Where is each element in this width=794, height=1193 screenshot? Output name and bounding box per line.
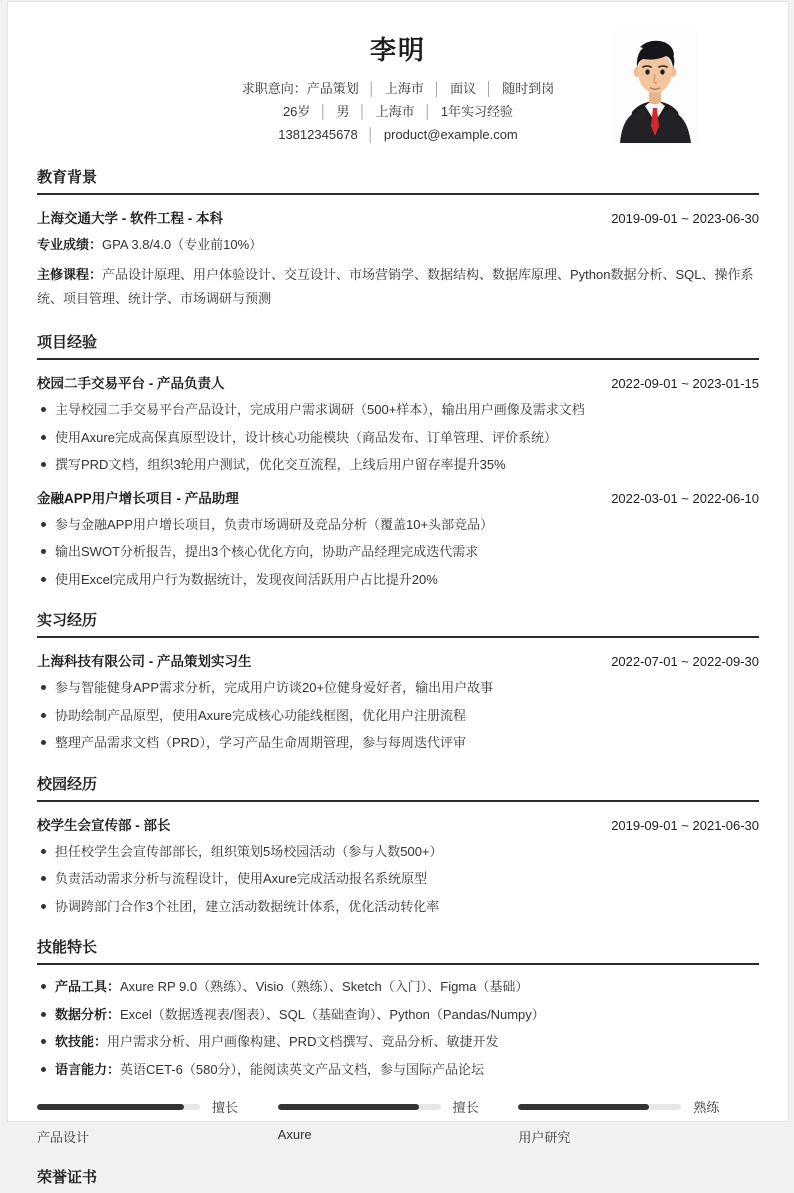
bullet-item: 使用Excel完成用户行为数据统计，发现夜间活跃用户占比提升20% <box>37 570 759 590</box>
bullet-item: 参与金融APP用户增长项目，负责市场调研及竞品分析（覆盖10+头部竞品） <box>37 515 759 535</box>
section-education <box>37 166 759 311</box>
project-title: 金融APP用户增长项目 - 产品助理 <box>37 490 239 506</box>
campus-entry <box>37 814 759 917</box>
separator: │ <box>366 127 375 142</box>
separator: │ <box>367 81 376 96</box>
bullet-item: 整理产品需求文档（PRD），学习产品生命周期管理，参与每周迭代评审 <box>37 733 759 753</box>
basic-info-line: 26岁 │ 男 │ 上海市 │ 1年实习经验 <box>282 104 514 119</box>
skill-level-label: 熟练 <box>693 1100 720 1115</box>
bullet-item: 输出SWOT分析报告，提出3个核心优化方向，协助产品经理完成迭代需求 <box>37 542 759 562</box>
org-role: 校学生会宣传部 - 部长 <box>37 817 171 833</box>
project-entry <box>37 372 759 475</box>
project-entry <box>37 487 759 590</box>
skill-bar-user-research <box>518 1097 759 1146</box>
bullet-item: 使用Axure完成高保真原型设计，设计核心功能模块（商品发布、订单管理、评价系统） <box>37 428 759 448</box>
phone-number: 13812345678 <box>278 127 358 142</box>
separator: │ <box>423 104 432 119</box>
skill-bar-track <box>37 1104 200 1110</box>
bullet-item: 负责活动需求分析与流程设计，使用Axure完成活动报名系统原型 <box>37 869 759 889</box>
bullet-item: 协助绘制产品原型，使用Axure完成核心功能线框图，优化用户注册流程 <box>37 706 759 726</box>
skill-bar-product-design <box>37 1097 278 1146</box>
job-intent-line: 求职意向：产品策划 │ 上海市 │ 面议 │ 随时到岗 <box>241 81 555 96</box>
skill-name: 产品设计 <box>37 1130 90 1145</box>
separator: │ <box>319 104 328 119</box>
section-title: 项目经验 <box>37 331 759 360</box>
skill-level-label: 擅长 <box>212 1100 239 1115</box>
skill-bar-track <box>518 1104 681 1110</box>
courses-line: 主修课程：产品设计原理、用户体验设计、交互设计、市场营销学、数据结构、数据库原理、Python数据分析、SQL、操作系统、项目管理、统计学、市场调研与预测 <box>37 267 754 306</box>
section-skills <box>37 936 759 1146</box>
skill-bars <box>37 1097 759 1146</box>
bullet-item: 主导校园二手交易平台产品设计，完成用户需求调研（500+样本），输出用户画像及需求文档 <box>37 400 759 420</box>
bullet-item: 协调跨部门合作3个社团，建立活动数据统计体系，优化活动转化率 <box>37 897 759 917</box>
bullet-item: 担任校学生会宣传部部长，组织策划5场校园活动（参与人数500+） <box>37 842 759 862</box>
gpa-line: 专业成绩：GPA 3.8/4.0（专业前10%） <box>37 237 263 252</box>
skill-item: 产品工具：Axure RP 9.0（熟练）、Visio（熟练）、Sketch（入门）、Figma（基础） <box>37 977 759 997</box>
section-campus <box>37 773 759 917</box>
internship-entry <box>37 650 759 753</box>
resume-header <box>37 30 759 146</box>
company-role: 上海科技有限公司 - 产品策划实习生 <box>37 654 252 669</box>
education-entry <box>37 207 759 311</box>
skill-bar-axure <box>278 1097 519 1146</box>
bullet-item: 参与智能健身APP需求分析，完成用户访谈20+位健身爱好者，输出用户故事 <box>37 678 759 698</box>
section-title: 教育背景 <box>37 166 759 195</box>
section-projects <box>37 331 759 589</box>
date-range: 2022-09-01 ~ 2023-01-15 <box>611 376 759 391</box>
skill-item: 软技能：用户需求分析、用户画像构建、PRD文档撰写、竞品分析、敏捷开发 <box>37 1032 759 1052</box>
project-title: 校园二手交易平台 - 产品负责人 <box>37 376 225 391</box>
section-internship <box>37 609 759 753</box>
section-title: 技能特长 <box>37 936 759 965</box>
email-address: product@example.com <box>383 127 518 142</box>
intent-label: 求职意向： <box>241 81 307 96</box>
bullet-item: 撰写PRD文档，组织3轮用户测试，优化交互流程，上线后用户留存率提升35% <box>37 455 759 475</box>
skill-bar-track <box>278 1104 441 1110</box>
section-honors <box>37 1166 759 1193</box>
date-range: 2019-09-01 ~ 2021-06-30 <box>611 817 759 833</box>
section-title: 实习经历 <box>37 609 759 638</box>
skill-bar-fill <box>518 1104 648 1110</box>
skill-bar-fill <box>278 1104 420 1110</box>
section-title: 校园经历 <box>37 773 759 802</box>
profile-photo-illustration <box>612 30 699 143</box>
skill-name: Axure <box>277 1127 312 1142</box>
profile-photo <box>612 30 699 143</box>
section-title: 荣誉证书 <box>37 1169 98 1186</box>
skill-bar-fill <box>37 1104 184 1110</box>
separator: │ <box>485 81 494 96</box>
date-range: 2022-03-01 ~ 2022-06-10 <box>611 490 759 506</box>
skill-name: 用户研究 <box>518 1130 571 1145</box>
skill-level-label: 擅长 <box>452 1100 479 1115</box>
separator: │ <box>358 104 367 119</box>
date-range: 2022-07-01 ~ 2022-09-30 <box>611 654 759 669</box>
separator: │ <box>432 81 442 96</box>
skill-item: 语言能力：英语CET-6（580分），能阅读英文产品文档，参与国际产品论坛 <box>37 1060 759 1080</box>
skill-item: 数据分析：Excel（数据透视表/图表）、SQL（基础查询）、Python（Pandas/Numpy） <box>37 1005 759 1025</box>
candidate-name: 李明 <box>369 35 426 65</box>
resume-page <box>7 1 789 1186</box>
school-degree: 上海交通大学 - 软件工程 - 本科 <box>37 211 223 226</box>
date-range: 2019-09-01 ~ 2023-06-30 <box>611 211 759 226</box>
